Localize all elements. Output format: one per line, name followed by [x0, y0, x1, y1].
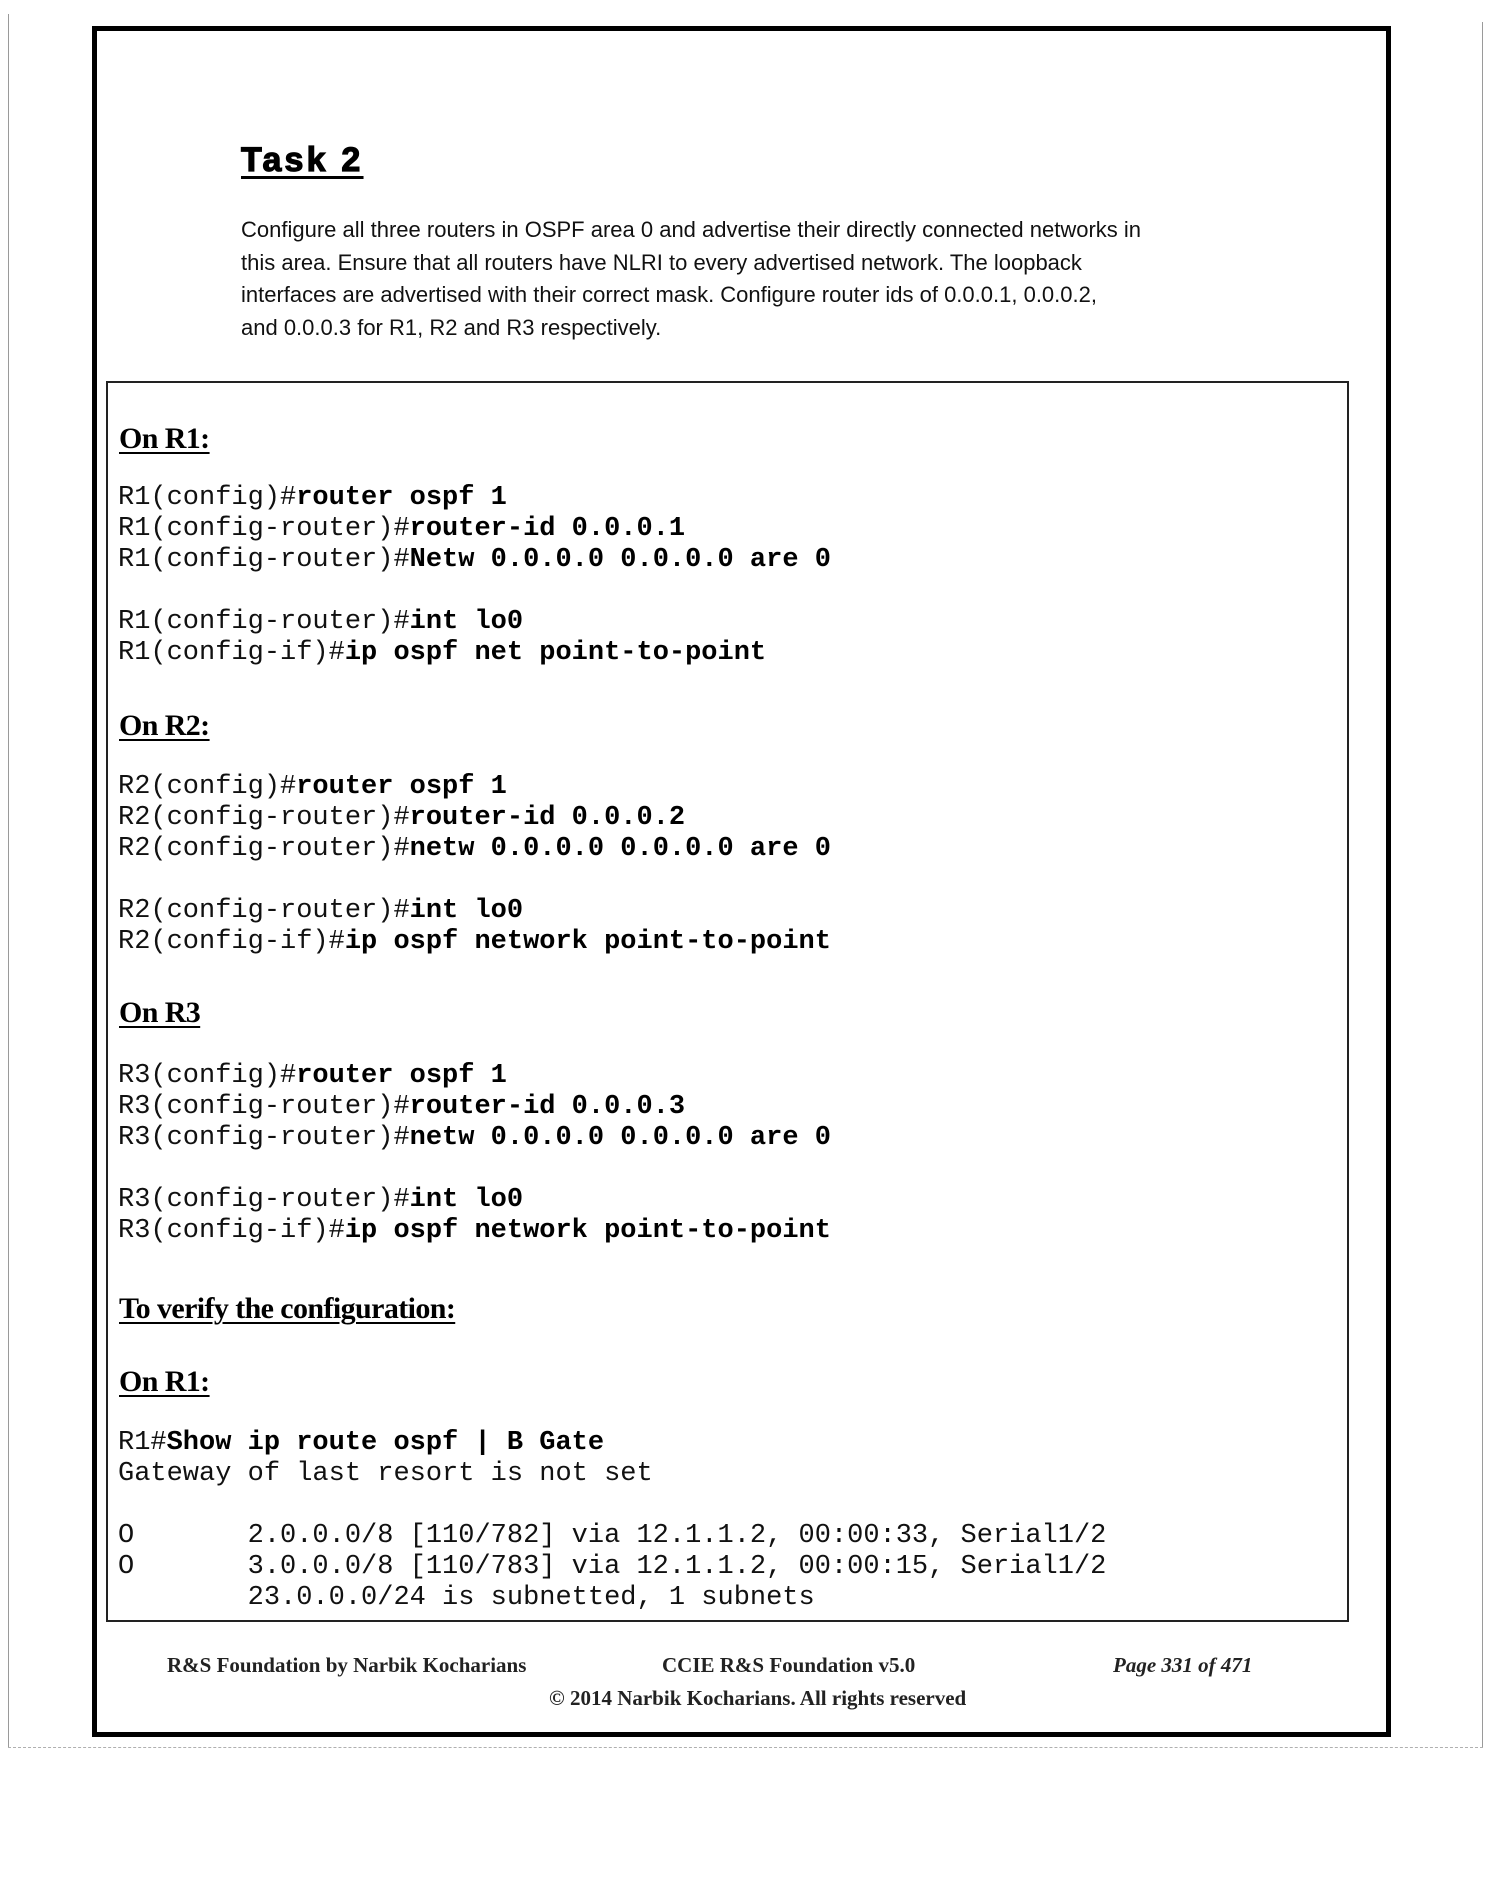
footer-copyright: © 2014 Narbik Kocharians. All rights reserved: [549, 1686, 967, 1710]
code-block-r3: [118, 1061, 831, 1247]
code-command: router ospf 1: [296, 1061, 507, 1091]
code-command: router ospf 1: [296, 772, 507, 802]
code-prompt: R3(config-router)#: [118, 1123, 410, 1153]
code-command: router ospf 1: [296, 483, 507, 513]
code-line: [118, 576, 831, 607]
code-line: [118, 1216, 831, 1247]
code-line: [118, 1521, 1106, 1552]
footer-book-title: CCIE R&S Foundation v5.0: [662, 1653, 916, 1677]
code-line: [118, 1552, 1106, 1583]
code-line: [118, 1154, 831, 1185]
code-prompt: R3(config-router)#: [118, 1092, 410, 1122]
code-command: ip ospf net point-to-point: [344, 638, 767, 668]
code-line: [118, 927, 831, 958]
code-command: router-id 0.0.0.1: [409, 514, 686, 544]
code-line: [118, 1061, 831, 1092]
code-prompt: R2(config)#: [118, 772, 297, 802]
code-prompt: 23.0.0.0/24 is subnetted, 1 subnets: [118, 1583, 815, 1613]
code-prompt: R1(config-router)#: [118, 545, 410, 575]
code-command: router-id 0.0.0.2: [409, 803, 686, 833]
code-prompt: R1(config-if)#: [118, 638, 345, 668]
section-heading-r3: On R3: [119, 996, 201, 1029]
verify-heading: To verify the configuration:: [119, 1292, 456, 1325]
code-prompt: R1#: [118, 1428, 167, 1458]
code-prompt: R2(config-router)#: [118, 834, 410, 864]
code-line: [118, 1583, 1106, 1614]
code-prompt: R2(config-router)#: [118, 896, 410, 926]
code-line: [118, 483, 831, 514]
code-line: [118, 545, 831, 576]
code-line: [118, 1123, 831, 1154]
page-edge-bottom: [8, 1747, 1483, 1748]
code-line: [118, 834, 831, 865]
section-heading-r2: On R2:: [119, 709, 210, 742]
code-line: [118, 1428, 1106, 1459]
code-command: router-id 0.0.0.3: [409, 1092, 686, 1122]
code-line: [118, 803, 831, 834]
code-command: ip ospf network point-to-point: [344, 927, 831, 957]
code-line: [118, 1092, 831, 1123]
code-line: [118, 772, 831, 803]
footer-page-number: Page 331 of 471: [1113, 1653, 1253, 1677]
code-line: [118, 1185, 831, 1216]
code-prompt: R2(config-if)#: [118, 927, 345, 957]
task-description-line: interfaces are advertised with their correct mask. Configure router ids of 0.0.0.1, 0.0.0.2,: [241, 282, 1097, 307]
code-block-r2: [118, 772, 831, 958]
task-description-line: and 0.0.0.3 for R1, R2 and R3 respectively.: [241, 314, 662, 340]
code-prompt: Gateway of last resort is not set: [118, 1459, 653, 1489]
code-command: ip ospf network point-to-point: [344, 1216, 831, 1246]
code-prompt: R3(config)#: [118, 1061, 297, 1091]
verify-heading-r1: On R1:: [119, 1365, 210, 1398]
code-command: netw 0.0.0.0 0.0.0.0 are 0: [409, 834, 831, 864]
task-title: Task 2: [241, 141, 364, 179]
code-prompt: R3(config-router)#: [118, 1185, 410, 1215]
code-line: [118, 514, 831, 545]
code-line: [118, 638, 831, 669]
task-description: [241, 214, 1351, 344]
code-command: int lo0: [409, 607, 524, 637]
code-prompt: R1(config)#: [118, 483, 297, 513]
code-line: [118, 607, 831, 638]
section-heading-r1: On R1:: [119, 422, 210, 455]
code-prompt: R3(config-if)#: [118, 1216, 345, 1246]
code-command: Netw 0.0.0.0 0.0.0.0 are 0: [409, 545, 831, 575]
code-block-verify: [118, 1428, 1106, 1614]
code-command: int lo0: [409, 896, 524, 926]
code-line: [118, 1459, 1106, 1490]
code-line: [118, 1490, 1106, 1521]
task-description-line: this area. Ensure that all routers have NLRI to every advertised network. The loopback: [241, 249, 1082, 275]
task-description-line: Configure all three routers in OSPF area 0 and advertise their directly connected networks in: [241, 217, 1142, 242]
code-command: int lo0: [409, 1185, 524, 1215]
code-line: [118, 865, 831, 896]
code-prompt: O 2.0.0.0/8 [110/782] via 12.1.1.2, 00:00:33, Serial1/2: [118, 1521, 1107, 1551]
code-command: Show ip route ospf | B Gate: [166, 1428, 605, 1458]
code-block-r1: [118, 483, 831, 669]
code-prompt: R2(config-router)#: [118, 803, 410, 833]
page-edge-right: [1482, 22, 1483, 1747]
code-prompt: R1(config-router)#: [118, 514, 410, 544]
code-command: netw 0.0.0.0 0.0.0.0 are 0: [409, 1123, 831, 1153]
footer-author: R&S Foundation by Narbik Kocharians: [167, 1653, 527, 1677]
code-prompt: O 3.0.0.0/8 [110/783] via 12.1.1.2, 00:00:15, Serial1/2: [118, 1552, 1107, 1582]
code-prompt: R1(config-router)#: [118, 607, 410, 637]
page-edge-left: [8, 14, 9, 1747]
code-line: [118, 896, 831, 927]
